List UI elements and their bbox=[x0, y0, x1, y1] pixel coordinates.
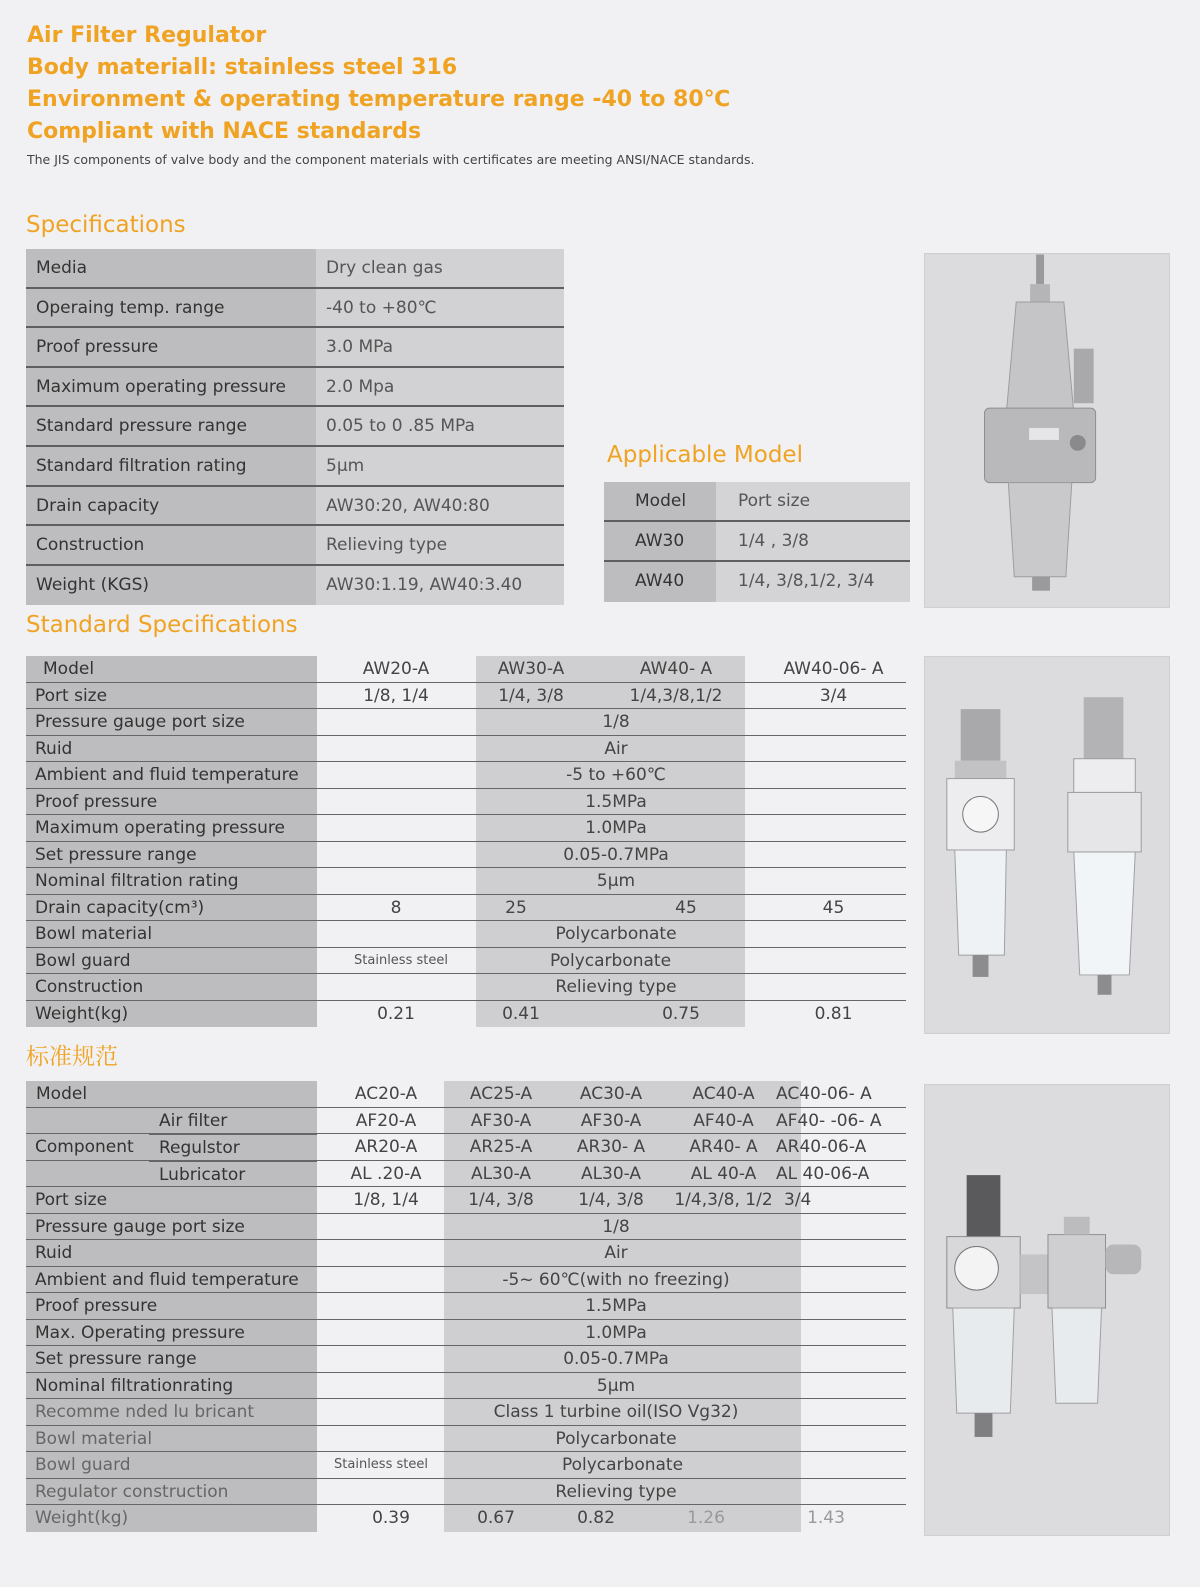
std-row bbox=[26, 815, 906, 842]
cn-model: AC40-06- A bbox=[776, 1084, 872, 1104]
std-model: AW30-A bbox=[497, 659, 565, 679]
spec-row bbox=[26, 249, 564, 289]
cn-value: Air bbox=[604, 1243, 628, 1263]
photo-filter-regulators bbox=[924, 656, 1170, 1034]
cn-port: 1/8, 1/4 bbox=[353, 1190, 419, 1210]
std-value: Polycarbonate bbox=[549, 950, 672, 971]
standard-specifications-table bbox=[26, 656, 906, 1027]
header-title: Air Filter Regulator bbox=[27, 23, 267, 48]
applicable-model-table bbox=[604, 482, 910, 602]
std-drain: 45 bbox=[675, 897, 697, 918]
spec-row bbox=[26, 487, 564, 527]
applicable-row bbox=[604, 522, 910, 562]
chinese-spec-table bbox=[26, 1081, 906, 1532]
std-drain: 25 bbox=[505, 897, 527, 918]
std-label: Pressure gauge port size bbox=[26, 709, 317, 735]
std-row bbox=[26, 868, 906, 895]
cn-label: Set pressure range bbox=[26, 1346, 317, 1372]
spec-row bbox=[26, 447, 564, 487]
cn-component-value: AR25-A bbox=[469, 1137, 533, 1157]
cn-component-row bbox=[26, 1108, 906, 1135]
frl-combo-image bbox=[925, 1085, 1169, 1535]
cn-component-value: AF30-A bbox=[580, 1110, 642, 1131]
spec-row bbox=[26, 289, 564, 329]
cn-row bbox=[26, 1426, 906, 1453]
std-model-label: Model bbox=[26, 656, 317, 682]
std-weight: 0.81 bbox=[814, 1003, 853, 1024]
cn-construction-row bbox=[26, 1479, 906, 1506]
spec-value: 3.0 MPa bbox=[316, 328, 564, 366]
applicable-model: AW40 bbox=[604, 562, 716, 602]
cn-value: -5~ 60℃(with no freezing) bbox=[502, 1269, 730, 1290]
std-drain-row bbox=[26, 895, 906, 922]
cn-component-value: AL 40-06-A bbox=[776, 1163, 870, 1184]
header-temperature: Environment & operating temperature range -40 to 80℃ bbox=[27, 87, 731, 112]
spec-value: AW30:20, AW40:80 bbox=[316, 487, 564, 525]
cn-bowl-guard-row bbox=[26, 1452, 906, 1479]
spec-label: Proof pressure bbox=[26, 328, 316, 366]
filter-regulators-image bbox=[925, 657, 1169, 1033]
std-weight: 0.21 bbox=[377, 1003, 415, 1024]
std-value: Polycarbonate bbox=[555, 924, 677, 944]
std-model: AW40-06- A bbox=[783, 659, 884, 679]
cn-model: AC20-A bbox=[354, 1084, 418, 1104]
std-model: AW20-A bbox=[362, 659, 430, 679]
cn-port: 1/4, 3/8 bbox=[468, 1190, 534, 1210]
std-bowl-material-row bbox=[26, 921, 906, 948]
cn-port-label: Port size bbox=[26, 1187, 317, 1213]
cn-component-value: AL30-A bbox=[470, 1163, 532, 1184]
cn-port: 3/4 bbox=[784, 1190, 812, 1210]
std-weight-row bbox=[26, 1001, 906, 1028]
cn-weight-label: Weight(kg) bbox=[26, 1505, 317, 1532]
std-weight-label: Weight(kg) bbox=[26, 1001, 317, 1028]
applicable-model-header: Model bbox=[604, 482, 716, 520]
cn-component-label: Component bbox=[35, 1136, 134, 1157]
cn-weight-row bbox=[26, 1505, 906, 1532]
cn-value: Polycarbonate bbox=[555, 1428, 677, 1449]
std-row bbox=[26, 762, 906, 789]
cn-component-value: AL .20-A bbox=[350, 1163, 422, 1184]
cn-weight: 0.82 bbox=[577, 1508, 615, 1528]
cn-component-name: Lubricator bbox=[149, 1161, 317, 1187]
chinese-section-title: 标准规范 bbox=[26, 1044, 118, 1070]
cn-label: Regulator construction bbox=[26, 1479, 317, 1505]
cn-component-value: AR30- A bbox=[576, 1137, 646, 1157]
std-value: 1/8 bbox=[602, 712, 630, 732]
cn-label: Bowl guard bbox=[26, 1452, 317, 1478]
cn-component-value: AL30-A bbox=[580, 1163, 642, 1184]
spec-row bbox=[26, 566, 564, 606]
cn-weight: 1.26 bbox=[687, 1508, 725, 1528]
cn-row bbox=[26, 1293, 906, 1320]
cn-value: 1.0MPa bbox=[585, 1322, 647, 1343]
cn-value: Relieving type bbox=[555, 1481, 677, 1502]
spec-row bbox=[26, 328, 564, 368]
std-model-row bbox=[26, 656, 906, 683]
cn-component-value: AF40-A bbox=[693, 1110, 754, 1131]
std-bowl-guard-row bbox=[26, 948, 906, 975]
spec-label: Weight (KGS) bbox=[26, 566, 316, 606]
cn-value: 1.5MPa bbox=[585, 1296, 647, 1316]
cn-label: Proof pressure bbox=[26, 1293, 317, 1319]
photo-frl-combo bbox=[924, 1084, 1170, 1536]
cn-port: 1/4,3/8, 1/2 bbox=[674, 1190, 773, 1210]
std-label: Construction bbox=[26, 974, 317, 1000]
cn-weight: 0.39 bbox=[372, 1508, 410, 1528]
std-drain: 45 bbox=[822, 897, 845, 918]
applicable-model: AW30 bbox=[604, 522, 716, 560]
photo-stainless-regulator bbox=[924, 253, 1170, 608]
spec-value: 0.05 to 0 .85 MPa bbox=[316, 407, 564, 445]
std-model: AW40- A bbox=[639, 659, 713, 679]
std-port: 1/4, 3/8 bbox=[498, 685, 564, 706]
std-label: Ruid bbox=[26, 736, 317, 762]
cn-row bbox=[26, 1399, 906, 1426]
cn-value: Polycarbonate bbox=[561, 1455, 684, 1475]
applicable-row bbox=[604, 562, 910, 602]
cn-value: 0.05-0.7MPa bbox=[563, 1349, 669, 1369]
specifications-title: Specifications bbox=[26, 212, 186, 238]
spec-value: Dry clean gas bbox=[316, 249, 564, 287]
std-value: Relieving type bbox=[555, 977, 677, 997]
std-label: Ambient and fluid temperature bbox=[26, 762, 317, 788]
header-note: The JIS components of valve body and the component materials with certificates are meeting ANSI/NACE standards. bbox=[27, 152, 755, 167]
cn-component-row bbox=[26, 1134, 906, 1161]
std-row bbox=[26, 736, 906, 763]
cn-component-value: AL 40-A bbox=[690, 1163, 757, 1184]
applicable-port: 1/4 , 3/8 bbox=[716, 522, 910, 560]
std-port: 3/4 bbox=[819, 685, 848, 706]
std-weight: 0.75 bbox=[662, 1003, 700, 1024]
cn-label: Pressure gauge port size bbox=[26, 1214, 317, 1240]
std-port: 1/4,3/8,1/2 bbox=[629, 685, 723, 706]
stainless-regulator-image bbox=[925, 254, 1169, 607]
applicable-port-header: Port size bbox=[716, 482, 910, 520]
std-weight: 0.41 bbox=[502, 1003, 540, 1024]
cn-component-value: AF40- -06- A bbox=[776, 1110, 882, 1131]
header-material: Body materiall: stainless steel 316 bbox=[27, 55, 458, 80]
spec-value: 2.0 Mpa bbox=[316, 368, 564, 406]
header-compliance: Compliant with NACE standards bbox=[27, 119, 422, 144]
spec-value: 5μm bbox=[316, 447, 564, 485]
std-label: Bowl guard bbox=[26, 948, 317, 974]
std-value: 1.5MPa bbox=[585, 791, 647, 812]
cn-component-value: AR40-06-A bbox=[776, 1137, 867, 1157]
spec-value: Relieving type bbox=[316, 526, 564, 564]
cn-component-name: Regulstor bbox=[149, 1134, 317, 1160]
cn-label: Max. Operating pressure bbox=[26, 1320, 317, 1346]
std-port-row bbox=[26, 683, 906, 710]
cn-row bbox=[26, 1346, 906, 1373]
cn-model: AC40-A bbox=[692, 1084, 755, 1104]
std-drain-label: Drain capacity(cm³) bbox=[26, 895, 317, 921]
header bbox=[27, 20, 927, 167]
applicable-header-row bbox=[604, 482, 910, 522]
spec-value: AW30:1.19, AW40:3.40 bbox=[316, 566, 564, 606]
specifications-table bbox=[26, 249, 564, 605]
std-label: Set pressure range bbox=[26, 842, 317, 868]
standard-specifications-title: Standard Specifications bbox=[26, 612, 298, 638]
cn-port: 1/4, 3/8 bbox=[578, 1190, 644, 1210]
cn-value: 1/8 bbox=[602, 1216, 630, 1237]
cn-weight: 1.43 bbox=[807, 1508, 845, 1528]
spec-label: Standard pressure range bbox=[26, 407, 316, 445]
cn-component-name: Air filter bbox=[159, 1110, 228, 1131]
std-value: Stainless steel bbox=[354, 952, 448, 968]
spec-row bbox=[26, 368, 564, 408]
spec-value: -40 to +80℃ bbox=[316, 289, 564, 327]
std-value: -5 to +60℃ bbox=[566, 765, 666, 785]
std-row bbox=[26, 842, 906, 869]
spec-label: Standard filtration rating bbox=[26, 447, 316, 485]
cn-value: Stainless steel bbox=[334, 1457, 428, 1472]
cn-component-value: AR40- A bbox=[689, 1137, 758, 1157]
cn-label: Ruid bbox=[26, 1240, 317, 1266]
std-value: 0.05-0.7MPa bbox=[563, 844, 669, 865]
std-row bbox=[26, 789, 906, 816]
cn-label: Nominal filtrationrating bbox=[26, 1373, 317, 1399]
std-label: Proof pressure bbox=[26, 789, 317, 815]
spec-row bbox=[26, 407, 564, 447]
cn-value: Class 1 turbine oil(ISO Vg32) bbox=[493, 1402, 739, 1422]
cn-row bbox=[26, 1267, 906, 1294]
cn-component-value: AF20-A bbox=[355, 1110, 417, 1131]
cn-value: 5μm bbox=[596, 1375, 636, 1396]
cn-label: Bowl material bbox=[26, 1426, 317, 1452]
applicable-port: 1/4, 3/8,1/2, 3/4 bbox=[716, 562, 910, 602]
applicable-model-title: Applicable Model bbox=[607, 442, 803, 468]
cn-weight: 0.67 bbox=[477, 1508, 515, 1528]
spec-row bbox=[26, 526, 564, 566]
std-construction-row bbox=[26, 974, 906, 1001]
spec-label: Drain capacity bbox=[26, 487, 316, 525]
spec-label: Operaing temp. range bbox=[26, 289, 316, 327]
std-port-label: Port size bbox=[26, 683, 317, 709]
spec-label: Maximum operating pressure bbox=[26, 368, 316, 406]
cn-label: Ambient and fluid temperature bbox=[26, 1267, 317, 1293]
cn-component-value: AF30-A bbox=[470, 1110, 532, 1131]
cn-port-row bbox=[26, 1187, 906, 1214]
cn-model: AC30-A bbox=[579, 1084, 643, 1104]
spec-label: Construction bbox=[26, 526, 316, 564]
std-value: 5μm bbox=[596, 871, 636, 891]
std-value: Air bbox=[604, 738, 628, 759]
spec-label: Media bbox=[26, 249, 316, 287]
cn-component-row bbox=[26, 1161, 906, 1188]
cn-component-value: AR20-A bbox=[354, 1137, 418, 1157]
cn-row bbox=[26, 1214, 906, 1241]
std-drain: 8 bbox=[390, 897, 402, 918]
cn-row bbox=[26, 1320, 906, 1347]
cn-row bbox=[26, 1373, 906, 1400]
std-value: 1.0MPa bbox=[585, 818, 647, 838]
cn-model-row bbox=[26, 1081, 906, 1108]
cn-row bbox=[26, 1240, 906, 1267]
cn-label: Recomme nded lu bricant bbox=[26, 1399, 317, 1425]
std-port: 1/8, 1/4 bbox=[363, 685, 429, 706]
cn-model: AC25-A bbox=[469, 1084, 533, 1104]
std-label: Maximum operating pressure bbox=[26, 815, 317, 841]
cn-component-group bbox=[26, 1108, 906, 1188]
std-label: Nominal filtration rating bbox=[26, 868, 317, 894]
cn-model-label: Model bbox=[26, 1081, 317, 1107]
std-row bbox=[26, 709, 906, 736]
std-label: Bowl material bbox=[26, 921, 317, 947]
